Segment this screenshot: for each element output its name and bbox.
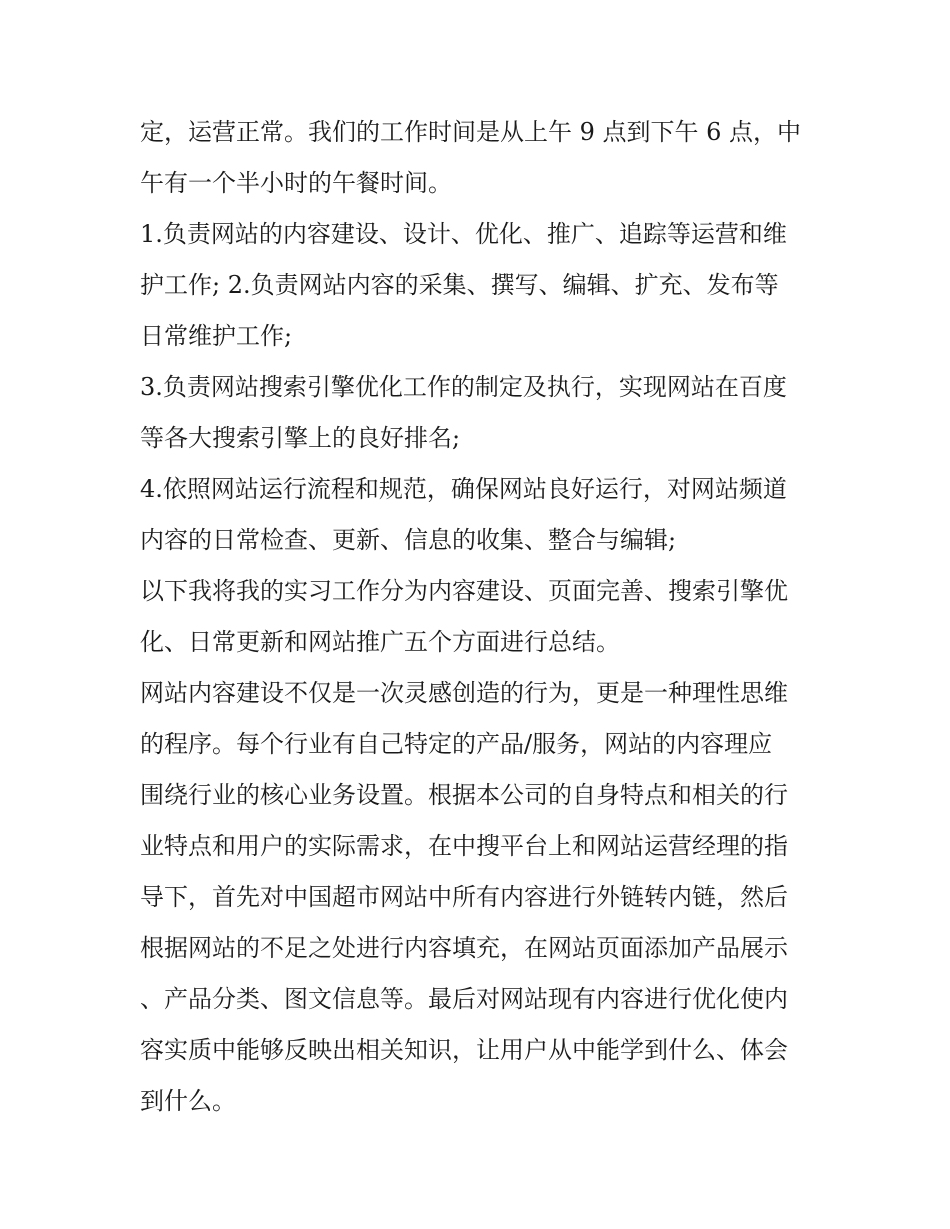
text-line: 容实质中能够反映出相关知识，让用户从中能学到什么、体会: [140, 1036, 788, 1064]
text-line: 护工作; 2.负责网站内容的采集、撰写、编辑、扩充、发布等: [140, 271, 779, 299]
document-body: [140, 107, 810, 1127]
text-line: 到什么。: [140, 1087, 236, 1115]
text-line: 午有一个半小时的午餐时间。: [140, 169, 452, 197]
text-line: 定，运营正常。我们的工作时间是从上午 9 点到下午 6 点，中: [140, 118, 802, 146]
text-line: 、产品分类、图文信息等。最后对网站现有内容进行优化使内: [140, 985, 788, 1013]
text-line: 围绕行业的核心业务设置。根据本公司的自身特点和相关的行: [140, 781, 788, 809]
text-line: 业特点和用户的实际需求，在中搜平台上和网站运营经理的指: [140, 832, 788, 860]
text-line: 等各大搜索引擎上的良好排名;: [140, 424, 461, 452]
text-line: 内容的日常检查、更新、信息的收集、整合与编辑;: [140, 526, 677, 554]
text-line: 根据网站的不足之处进行内容填充，在网站页面添加产品展示: [140, 934, 788, 962]
text-line: 1.负责网站的内容建设、设计、优化、推广、追踪等运营和维: [140, 220, 787, 248]
text-line: 3.负责网站搜索引擎优化工作的制定及执行，实现网站在百度: [140, 373, 787, 401]
text-line: 化、日常更新和网站推广五个方面进行总结。: [140, 628, 620, 656]
text-line: 日常维护工作;: [140, 322, 293, 350]
text-line: 网站内容建设不仅是一次灵感创造的行为，更是一种理性思维: [140, 679, 788, 707]
text-line: 以下我将我的实习工作分为内容建设、页面完善、搜索引擎优: [140, 577, 788, 605]
text-line: 4.依照网站运行流程和规范，确保网站良好运行，对网站频道: [140, 475, 787, 503]
text-line: 的程序。每个行业有自己特定的产品/服务，网站的内容理应: [140, 730, 773, 758]
text-line: 导下，首先对中国超市网站中所有内容进行外链转内链，然后: [140, 883, 788, 911]
